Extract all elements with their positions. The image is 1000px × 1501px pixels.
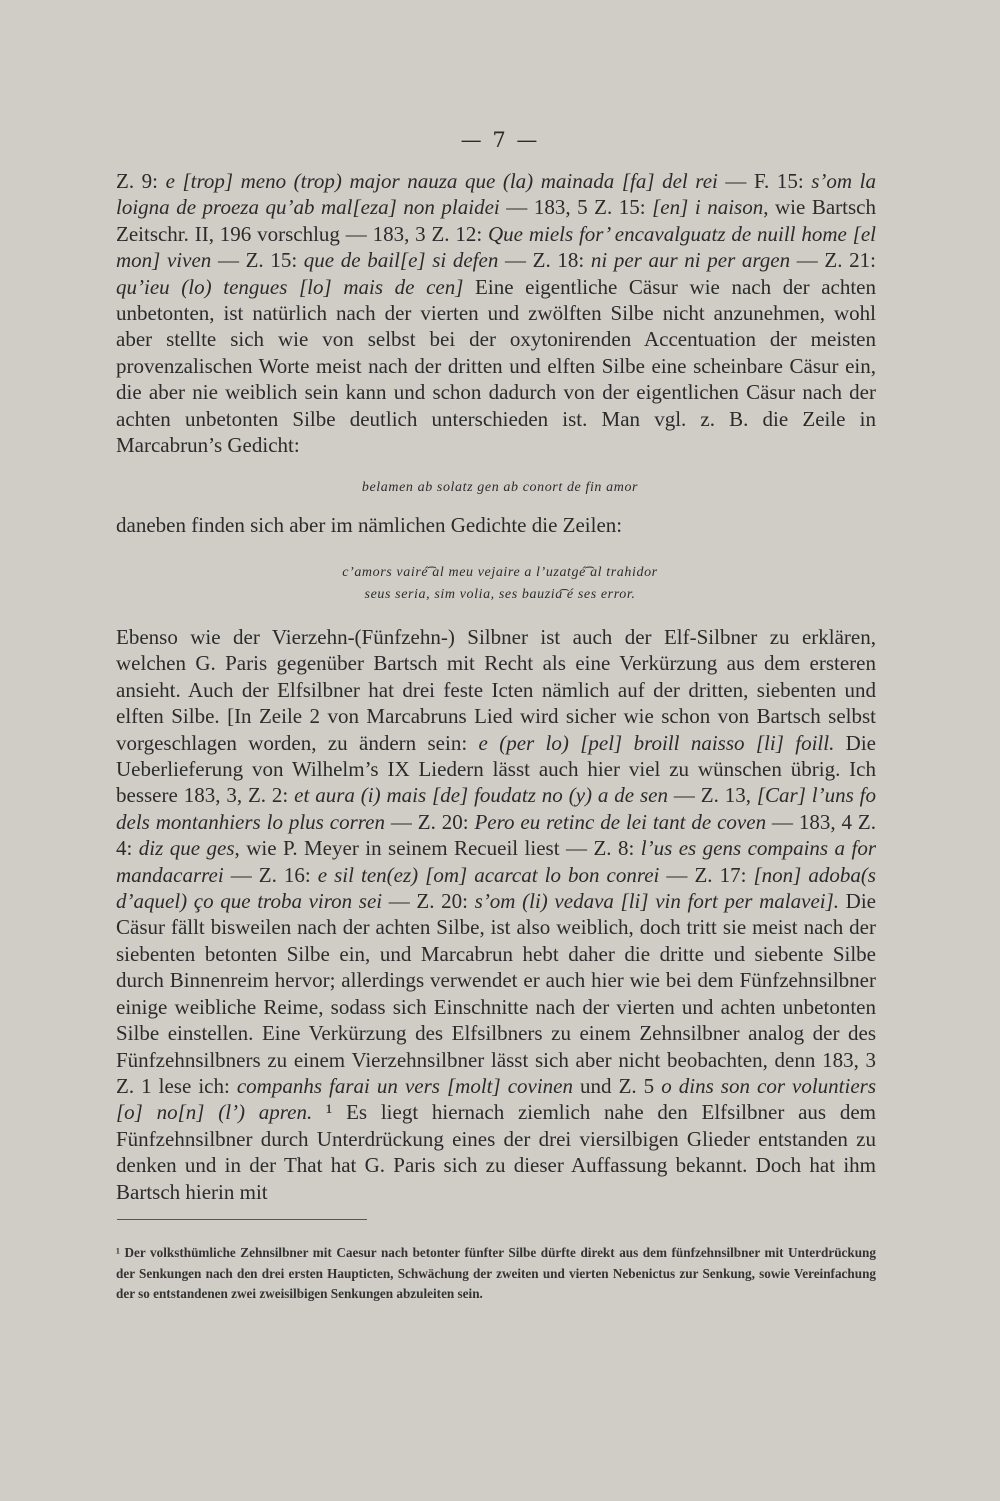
text-run: Z. 9: xyxy=(116,169,166,193)
text-run: — Z. 15: xyxy=(211,248,304,273)
text-run: Eine eigentliche Cäsur wie nach der achten unbetonten, ist natürlich nach der vierten und zwölften Silbe nicht anzunehmen, wohl aber stellte sich wie von selbst bei der oxytonirenden Accentuation der meisten provenzalischen Worte meist nach der dritten und elften Silbe eine scheinbare Cäsur ein, die aber nie weiblich sein kann und schon dadurch von der eigentlichen Cäsur nach der achten unbetonten Silbe deutlich unterschieden ist. Man vgl. z. B. die Zeile in Marcabrun’s Gedicht: xyxy=(116,274,877,458)
quote-run: diz que ges xyxy=(138,836,235,861)
footnote: ¹ Der volksthümliche Zehnsilbner mit Caesur nach betonter fünfter Silbe dürfte direkt aus dem fünfzehnsilbner mit Unterdrückung der Senkungen nach den drei ersten Haupticten, Schwächung der zweiten und vierten Nebenictus zur Senkung, sowie Vereinfachung der so entstandenen zwei zweisilbigen Senkungen abzuleiten sein. xyxy=(116,1245,876,1301)
verse-line: seus seria, sim volia, ses bauzia͡ é ses error. xyxy=(364,587,636,602)
text-run: , wie Bartsch Zeitschr. II, 196 vorschlug — 183, 3 Z. 12: xyxy=(116,195,876,246)
quote-run: que de bail[e] si defen xyxy=(303,248,499,273)
quote-run: l’us es gens compains a for mandacarrei xyxy=(116,836,876,887)
paragraph-1 xyxy=(116,168,876,458)
quote-run: ni per aur ni per argen xyxy=(590,248,791,273)
page-number: — 7 — xyxy=(460,128,540,152)
footnote-divider xyxy=(117,1219,367,1220)
text-run: ¹ Es liegt hiernach ziemlich nahe den Elfsilbner aus dem Fünfzehnsilbner durch Unterdrückung eines der drei viersilbigen Glieder entstanden zu denken und in der That hat G. Paris sich zu dieser Auffassung bekannt. Doch hat ihm Bartsch hierin mit xyxy=(116,1100,876,1204)
quote-run: et aura (i) mais [de] foudatz no (y) a de sen xyxy=(294,783,668,808)
text-run: — Z. 17: xyxy=(659,862,754,887)
quote-run: [non] adoba(s d’aquel) ço que troba viron sei xyxy=(116,862,876,914)
paragraph-3-text xyxy=(116,624,876,1205)
text-run: — Z. 13, xyxy=(667,783,757,808)
text-run: Die Cäsur fällt bisweilen nach der achten Silbe, ist also weiblich, doch tritt sie meist nach der siebenten betonten Silbe ein, und Marcabrun hebt daher die dritte und siebente Silbe durch Binnenreim hervor; allerdings verwendet er auch hier wie bei dem Fünfzehnsilbner einige weibliche Reime, sodass sich Einschnitte nach der vierten und achten unbetonten Silbe einstellen. Eine Verkürzung des Elfsilbners zu einem Zehnsilbner analog der des Fünfzehnsilbners zu einem Vierzehnsilbner lässt sich aber nicht beobachten, denn 183, 3 Z. 1 lese ich: xyxy=(116,889,876,1098)
verse-quote-1: belamen ab solatz gen ab conort de fin amor xyxy=(361,480,639,495)
paragraph-3 xyxy=(116,624,876,1205)
quote-run: e [trop] meno (trop) major nauza que (la) mainada [fa] del rei xyxy=(165,169,718,193)
text-run: — 183, 4 Z. 4: xyxy=(116,809,876,861)
quote-run: [en] i naison xyxy=(652,195,764,220)
text-run: — Z. 21: xyxy=(790,248,876,273)
text-run: — Z. 20: xyxy=(384,809,475,834)
quote-run: Que miels for’ encavalguatz de nuill home [el mon] viven xyxy=(116,221,876,273)
text-run: Ebenso wie der Vierzehn-(Fünfzehn-) Silbner ist auch der Elf-Silbner zu erklären, welchen G. Paris gegenüber Bartsch mit Recht als eine Verkürzung aus dem ersteren ansieht. Auch der Elfsilbner hat drei feste Icten nämlich auf der dritten, siebenten und elften Silbe. [In Zeile 2 von Marcabruns Lied wird sicher wie schon von Bartsch selbst vorgeschlagen worden, zu ändern sein: xyxy=(116,625,876,755)
quote-run: companhs farai un vers [molt] covinen xyxy=(236,1073,573,1098)
quote-run: s’om (li) vedava [li] vin fort per malavei]. xyxy=(474,889,840,914)
text-run: — 183, 5 Z. 15: xyxy=(499,195,653,220)
paragraph-2: daneben finden sich aber im nämlichen Gedichte die Zeilen: xyxy=(116,513,623,537)
text-run: — Z. 20: xyxy=(382,889,475,914)
text-run: — Z. 18: xyxy=(498,248,591,273)
verse-line: c’amors vairé͡ al meu vejaire a l’uzatgé͡ al trahidor xyxy=(342,565,658,580)
quote-run: o dins son cor voluntiers [o] no[n] (l’) apren. xyxy=(116,1073,877,1125)
text-run: , wie P. Meyer in seinem Recueil liest — Z. 8: xyxy=(234,836,641,861)
quote-run: e sil ten(ez) [om] acarcat lo bon conrei xyxy=(317,862,660,887)
text-run: — Z. 16: xyxy=(223,862,318,887)
quote-run: qu’ieu (lo) tengues [lo] mais de cen] xyxy=(116,274,464,299)
quote-run: [Car] l’uns fo dels montanhiers lo plus corren xyxy=(116,783,877,834)
text-run: — F. 15: xyxy=(717,169,812,193)
quote-run: Pero eu retinc de lei tant de coven xyxy=(474,809,767,834)
quote-run: e (per lo) [pel] broill naisso [li] foill. xyxy=(478,730,835,755)
text-run: Die Ueberlieferung von Wilhelm’s IX Liedern lässt auch hier viel zu wünschen übrig. Ich bessere 183, 3, Z. 2: xyxy=(116,730,877,808)
paragraph-1-text xyxy=(116,168,876,458)
verse-quote-2 xyxy=(0,562,1000,606)
text-run: und Z. 5 xyxy=(573,1073,662,1098)
quote-run: s’om la loigna de proeza qu’ab mal[eza] non plaidei xyxy=(116,169,876,220)
